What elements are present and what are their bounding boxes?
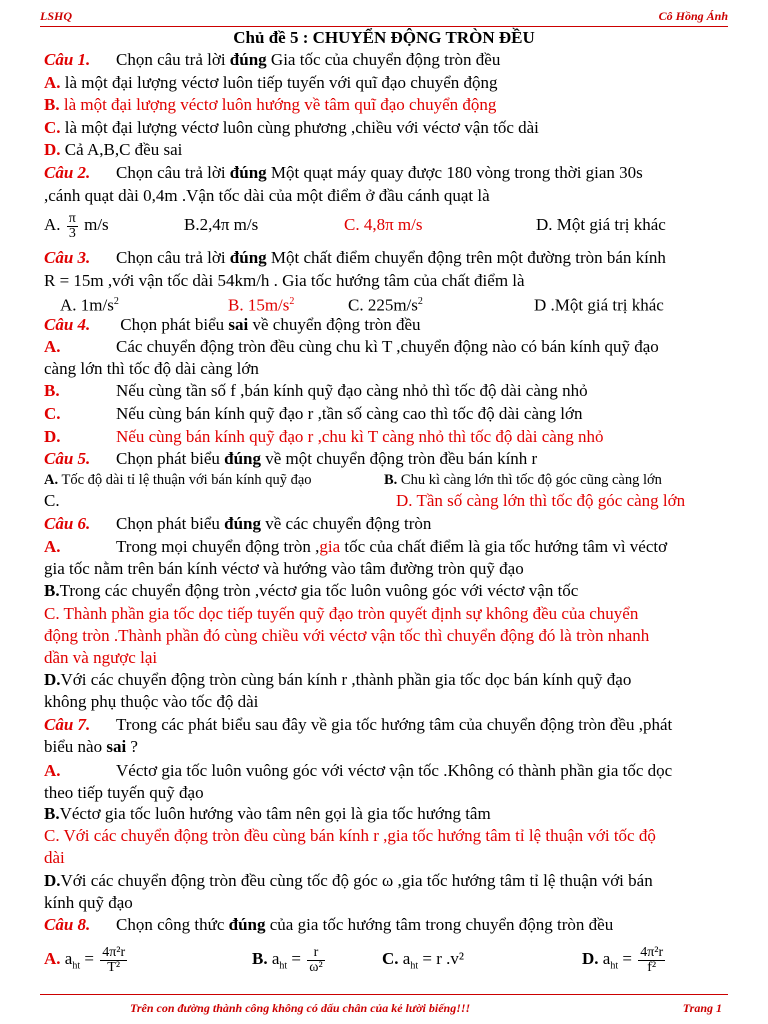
q2-option-a: A. $\frac{\pi}{3}$ m/s — [44, 210, 109, 241]
q6-option-d: D.Với các chuyển động tròn cùng bán kính r ,thành phần gia tốc dọc bán kính quỹ đạo — [44, 670, 632, 689]
q3-label: Câu 3. — [44, 248, 91, 267]
q6-option-c-line2: động tròn .Thành phần đó cùng chiều với véctơ vận tốc thì chuyển động đó là tròn nhanh — [44, 626, 650, 645]
q3-option-c: C. $225m/s^2$ — [348, 295, 423, 315]
q8-option-b: B. $a_{ht}$ = $\frac{r}{\text{ω²}}$ — [252, 944, 323, 975]
q1-label: Câu 1. — [44, 50, 91, 69]
q5-label: Câu 5. — [44, 449, 91, 468]
q8-label: Câu 8. — [44, 915, 91, 934]
q8-options — [44, 944, 667, 981]
q4-option-a: A. Các chuyển động tròn đều cùng chu kì T ,chuyển động nào có bán kính quỹ đạo — [44, 337, 659, 356]
q2-question-line2: ,cánh quạt dài 0,4m .Vận tốc dài của một điểm ở đầu cánh quạt là — [44, 186, 490, 205]
q1-option-c: C. là một đại lượng véctơ luôn cùng phương ,chiều với véctơ vận tốc dài — [44, 118, 539, 137]
q2-label: Câu 2. — [44, 163, 91, 182]
q6-option-c-line3: dần và ngược lại — [44, 648, 158, 667]
q5-options-row1 — [44, 470, 662, 490]
q4-label: Câu 4. — [44, 315, 91, 334]
q8-option-a: A. $a_{ht}$ = $\frac{\text{4π²r}}{\text{T²}}$ — [44, 944, 126, 975]
page-title: Chủ đề 5 : CHUYỂN ĐỘNG TRÒN ĐỀU — [233, 28, 535, 47]
q4-option-c: C. Nếu cùng bán kính quỹ đạo r ,tần số càng cao thì tốc độ dài càng lớn — [44, 404, 583, 423]
q7-option-b: B.Véctơ gia tốc luôn hướng vào tâm nên gọi là gia tốc hướng tâm — [44, 804, 491, 823]
q2-fraction: $\frac{\pi}{3}$ — [68, 210, 76, 241]
q2-options — [44, 210, 666, 241]
q2-option-d: D. Một giá trị khác — [536, 215, 666, 234]
q8-option-d: D. $a_{ht}$ = $\frac{\text{4π²r}}{\text{f²}}$ — [582, 944, 664, 975]
header-left: LSHQ — [40, 9, 73, 23]
q6-option-c: C. Thành phần gia tốc dọc tiếp tuyến quỹ đạo tròn quyết định sự không đều của chuyển — [44, 604, 639, 623]
q1-option-a: A. là một đại lượng véctơ luôn tiếp tuyến với quĩ đạo chuyển động — [44, 73, 498, 92]
page-number: Trang 1 — [682, 1001, 722, 1015]
footer-motto: Trên con đường thành công không có dấu chân của kẻ lười biếng!!! — [130, 1001, 471, 1015]
q2-option-c: C. 4,8π m/s — [344, 215, 423, 234]
q2-question: Câu 2. Chọn câu trả lời đúng Một quạt máy quay được 180 vòng trong thời gian 30s — [44, 163, 643, 182]
q7-option-c-line2: dài — [44, 848, 65, 867]
q3-option-b: B. $15m/s^2$ — [228, 295, 295, 315]
q3-option-d: D .Một giá trị khác — [534, 295, 664, 315]
q5-options-row2 — [44, 491, 685, 511]
q7-option-d-line2: kính quỹ đạo — [44, 893, 133, 912]
q4-option-b: B. Nếu cùng tần số f ,bán kính quỹ đạo càng nhỏ thì tốc độ dài càng nhỏ — [44, 381, 588, 400]
q7-option-a: A. Véctơ gia tốc luôn vuông góc với véctơ vận tốc .Không có thành phần gia tốc dọc — [44, 761, 673, 780]
q6-option-a-line2: gia tốc nằm trên bán kính véctơ và hướng vào tâm đường tròn quỹ đạo — [44, 559, 524, 578]
q5-option-b: B. Chu kì càng lớn thì tốc độ góc cũng càng lớn — [384, 472, 662, 488]
page-header — [40, 9, 728, 27]
q8-option-c: C. $a_{ht} = r$ .v² — [382, 949, 464, 972]
q7-option-d: D.Với các chuyển động tròn đều cùng tốc độ góc ω ,gia tốc hướng tâm tỉ lệ thuận với bán — [44, 871, 653, 890]
q6-option-b: B.Trong các chuyển động tròn ,véctơ gia tốc luôn vuông góc với véctơ vận tốc — [44, 581, 579, 600]
q3-question-line2: R = 15m ,với vận tốc dài 54km/h . Gia tốc hướng tâm của chất điểm là — [44, 271, 525, 290]
q8-b-fraction: $\frac{r}{\text{ω²}}$ — [309, 944, 323, 975]
q6-label: Câu 6. — [44, 514, 91, 533]
q7-question: Câu 7. Trong các phát biểu sau đây về gia tốc hướng tâm của chuyển động tròn đều ,phát — [44, 715, 673, 734]
q7-option-a-line2: theo tiếp tuyến quỹ đạo — [44, 783, 204, 802]
q7-question-line2: biểu nào sai ? — [44, 737, 138, 756]
q7-label: Câu 7. — [44, 715, 91, 734]
q3-question: Câu 3. Chọn câu trả lời đúng Một chất điểm chuyển động trên một đường tròn bán kính — [44, 248, 666, 267]
q3-options — [60, 292, 664, 316]
q7-option-c: C. Với các chuyển động tròn đều cùng bán kính r ,gia tốc hướng tâm tỉ lệ thuận với tốc độ — [44, 826, 656, 845]
q6-question: Câu 6. Chọn phát biểu đúng về các chuyển động tròn — [44, 514, 432, 533]
q5-option-c: C. — [44, 491, 60, 510]
q1-option-b: B. là một đại lượng véctơ luôn hướng về tâm quĩ đạo chuyển động — [44, 95, 497, 114]
q3-option-a: A. $1m/s^2$ — [60, 295, 119, 315]
q5-option-a: A. Tốc độ dài tỉ lệ thuận với bán kính quỹ đạo — [44, 472, 312, 488]
q4-question: Câu 4. Chọn phát biểu sai về chuyển động tròn đều — [44, 315, 421, 334]
q6-option-d-line2: không phụ thuộc vào tốc độ dài — [44, 692, 259, 711]
q2-option-b: B.2,4π m/s — [184, 215, 259, 234]
q8-question: Câu 8. Chọn công thức đúng của gia tốc hướng tâm trong chuyển động tròn đều — [44, 915, 614, 934]
q4-option-d: D. Nếu cùng bán kính quỹ đạo r ,chu kì T càng nhỏ thì tốc độ dài càng nhỏ — [44, 427, 604, 446]
q6-option-a: A. Trong mọi chuyển động tròn ,gia tốc của chất điểm là gia tốc hướng tâm vì véctơ — [44, 537, 668, 556]
q5-question: Câu 5. Chọn phát biểu đúng về một chuyển động tròn đều bán kính r — [44, 449, 538, 468]
q5-option-d: D. Tần số càng lớn thì tốc độ góc càng lớn — [396, 491, 686, 510]
page-footer — [40, 994, 728, 1015]
q1-option-d: D. Cả A,B,C đều sai — [44, 140, 183, 159]
header-right: Cô Hồng Ánh — [658, 9, 728, 23]
q8-a-fraction: $\frac{\text{4π²r}}{\text{T²}}$ — [102, 944, 126, 975]
q1-question: Câu 1. Chọn câu trả lời đúng Gia tốc của chuyển động tròn đều — [44, 50, 501, 69]
q4-option-a-line2: càng lớn thì tốc độ dài càng lớn — [44, 359, 259, 378]
q8-d-fraction: $\frac{\text{4π²r}}{\text{f²}}$ — [640, 944, 664, 975]
